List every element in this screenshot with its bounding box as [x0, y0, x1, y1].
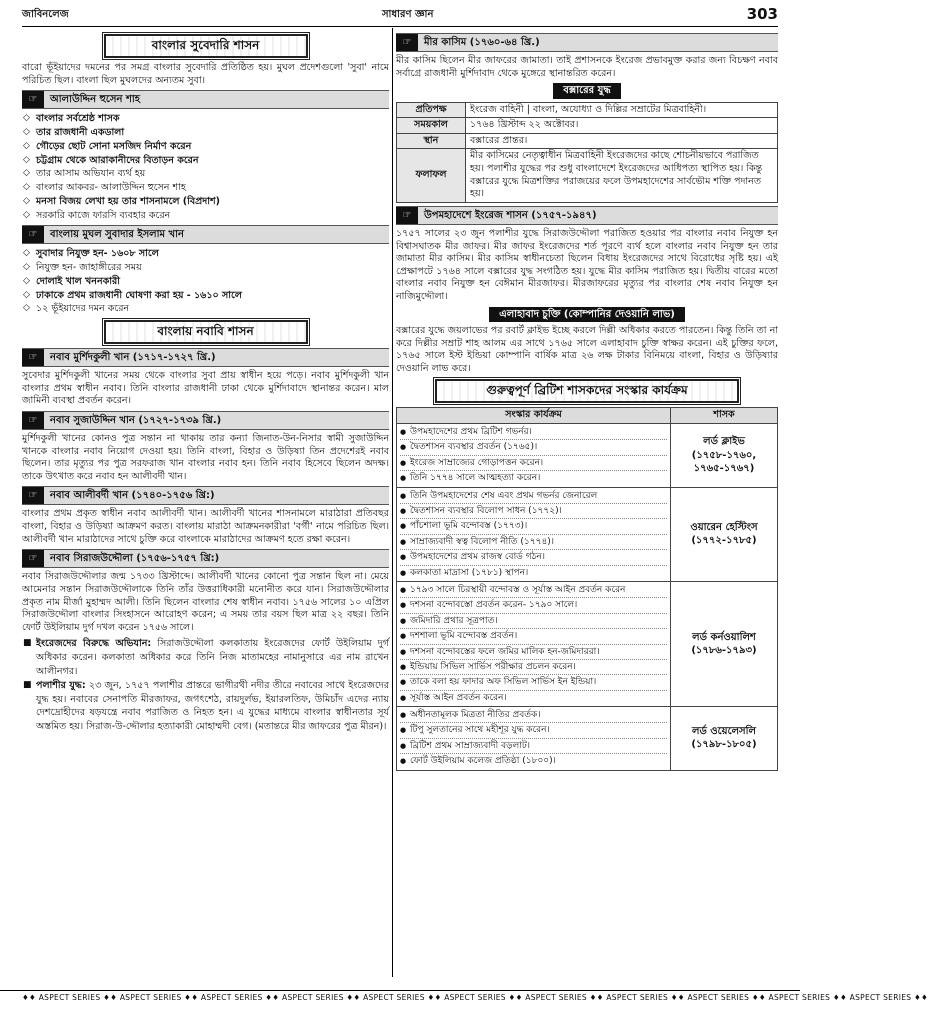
finger-pointing-icon: ☞	[22, 550, 44, 567]
reform-cell	[397, 581, 671, 706]
row-value: বক্সারের প্রান্তর।	[466, 133, 778, 149]
list-item	[22, 679, 389, 734]
section-islam-khan	[22, 225, 389, 244]
buxar-table	[396, 102, 778, 203]
list-item: ● ১৭৯৩ সালে চিরস্থায়ী বন্দোবস্ত ও সূর্যাস্ত আইন প্রবর্তন করেন	[400, 583, 667, 598]
list-item: ◇ সুবাদার নিযুক্ত হন- ১৬০৮ সালে	[22, 247, 389, 261]
list-item: ◇ সরকারি কাজে ফারসি ব্যবহার করেন	[22, 209, 389, 223]
table-row	[397, 707, 778, 771]
row-key: স্থান	[397, 133, 466, 149]
list-item: ◇ গৌড়ের ছোট সোনা মসজিদ নির্মাণ করেন	[22, 140, 389, 154]
list-item: ◇ বাংলার সর্বশ্রেষ্ঠ শাসক	[22, 112, 389, 126]
list-item: ● সূর্যাস্ত আইন প্রবর্তন করেন।	[400, 691, 667, 705]
section-british-rule	[396, 206, 778, 225]
col-header-ruler: শাসক	[671, 408, 778, 424]
finger-pointing-icon: ☞	[22, 412, 44, 429]
list-item: ● ব্রিটিশ প্রথম সাম্রাজ্যবাদী বড়লাট।	[400, 739, 667, 754]
alivardi-text: বাংলার প্রথম প্রকৃত স্বাধীন নবাব আলীবর্দী খান। আলীবর্দী খানের শাসনামলে মারাঠারা প্রতিবছর বাংলা, বিহার ও উড়িষ্যা আক্রমণ করত। বাংলায় মারাঠা আক্রমনকারীরা 'বর্গী' নামে পরিচিত ছিল। আলীবর্দী খান মারাঠাদের সাথে চুক্তি করে বাংলাকে মারাঠাদের আক্রমণ হতে রক্ষা করেন।	[22, 508, 389, 545]
item-key: পলাশীর যুদ্ধ:	[36, 679, 86, 691]
list-item: ● ইন্ডিয়ায় সিভিল সার্ভিস পরীক্ষার প্রচলন করেন।	[400, 660, 667, 675]
list-item: ● তাকে বলা হয় ফাদার অফ সিভিল সার্ভিস ইন ইন্ডিয়া।	[400, 675, 667, 690]
list-item: ◇ ঢাকাকে প্রথম রাজধানী ঘোষণা করা হয় - ১৬১০ সালে	[22, 289, 389, 303]
finger-pointing-icon: ☞	[22, 487, 44, 504]
treaty-title: এলাহাবাদ চুক্তি (কোম্পানির দেওয়ানি লাভ)	[489, 307, 685, 322]
table-row	[397, 487, 778, 581]
list-item: ● দ্বৈতশাসন ব্যবস্থার প্রবর্তন (১৭৬৫)।	[400, 440, 667, 455]
list-item	[22, 637, 389, 678]
item-text: সিরাজউদ্দৌলা কলকাতায় ইংরেজদের ফোর্ট উইলিয়াম দুর্গ অধিকার করেন। কলকাতা অধিকার করে তিনি নিজ মাতামহের নামানুসারে এর নাম রাখেন আলীনগর।	[36, 638, 389, 678]
item-text: ২৩ জুন, ১৭৫৭ পলাশীর প্রান্তরে ভাগীরথী নদীর তীরে নবাবের সাথে ইংরেজদের যুদ্ধ হয়। নবাবের সেনাপতি মীরজাফর, জগৎশেঠ, রায়দুর্লভ, ইয়ারলতিফ, উমিচাঁদ এদের ন্যায় দেশদ্রোহীদের ষড়যন্ত্রে নবাব পরাজিত ও নিহত হন। এ যুদ্ধের মাধ্যমে বাংলার স্বাধীনতার সূর্য অস্তমিত হয়। সিরাজ-উ-দ্দৌলার হত্যাকারী মোহাম্মদী বেগ। (মতান্তরে মীর জাফরের পুত্র মীরন)।	[36, 679, 389, 733]
finger-pointing-icon: ☞	[396, 207, 418, 224]
row-key: সময়কাল	[397, 118, 466, 134]
item-key: ইংরেজদের বিরুদ্ধে অভিযান:	[36, 638, 152, 650]
finger-pointing-icon: ☞	[22, 91, 44, 108]
siraj-list	[22, 637, 389, 733]
row-value: ১৭৬৪ খ্রিস্টাব্দ ২২ অক্টোবর।	[466, 118, 778, 134]
buxar-heading	[396, 83, 778, 98]
ruler-years: (১৭৭২-১৭৮৫)	[691, 535, 757, 547]
section-title: নবাব মুর্শিদকুলী খান (১৭১৭-১৭২৭ খ্রি.)	[50, 351, 216, 363]
banner-reforms: গুরুত্বপূর্ণ ব্রিটিশ শাসকদের সংস্কার কার্যক্রম	[435, 379, 739, 403]
ruler-name: লর্ড ওয়েলেসলি	[692, 726, 756, 738]
list-item: ● ইংরেজ সাম্রাজ্যের গোড়াপত্তন করেন।	[400, 456, 667, 471]
table-row	[397, 133, 778, 149]
section-title: আলাউদ্দিন হুসেন শাহ	[50, 94, 141, 106]
sujauddin-text: মুর্শিদকুলী খানের কোনও পুত্র সন্তান না থাকায় তার কন্যা জিনাত-উন-নিসার স্বামী সুজাউদ্দিন খানকে বাংলার নবাব নিয়োগ দেওয়া হয়। তিনি বাংলা, বিহার ও উড়িষ্যা তিন প্রদেশেরই নবাব ছিলেন। তার মৃত্যুর পর পুত্র সরফরাজ খান বাংলার নবাব হন। তিনি নবাব হিসেবে ছিলেন অদক্ষ। তাকে উৎখাত করে নবাব হন আলীবর্দী খান।	[22, 432, 389, 482]
list-item: ● জমিদারি প্রথার সূত্রপাত।	[400, 614, 667, 629]
list-item: ◇ চট্টগ্রাম থেকে আরাকানীদের বিতাড়ন করেন	[22, 154, 389, 168]
page-header	[22, 4, 778, 27]
list-item: ◇ নিযুক্ত হন- জাহাঙ্গীরের সময়	[22, 261, 389, 275]
row-value: ইংরেজ বাহিনী | বাংলা, অযোধ্যা ও দিল্লির সম্রাটের মিত্রবাহিনী।	[466, 102, 778, 118]
list-item: ◇ মনসা বিজয় লেখা হয় তার শাসনামলে (বিপ্রদাশ)	[22, 195, 389, 209]
section-mir-qasim	[396, 33, 778, 52]
banner-nawabi: বাংলায় নবাবি শাসন	[104, 320, 308, 344]
treaty-text: বক্সারের যুদ্ধে জয়লাভের পর রবার্ট ক্লাইভ ইচ্ছে করলে দিল্লী অধিকার করতে পারতেন। কিন্তু তিনি তা না করে দিল্লীর সম্রাট শাহ আলম এর সাথে ১৭৬৫ সালে এলাহাবাদ চুক্তি স্বাক্ষর করেন। এই চুক্তির ফলে, ১৭৬৫ সালে ইস্ট ইন্ডিয়া কোম্পানি বার্ষিক মাত্র ২৬ লক্ষ টাকার বিনিময়ে বাংলা, বিহার ও উড়িষ্যার দেওয়ানি লাভ করে।	[396, 324, 778, 374]
section-sujauddin	[22, 411, 389, 430]
table-row	[397, 118, 778, 134]
finger-pointing-icon: ☞	[396, 34, 418, 51]
list-item: ● উপমহাদেশের প্রথম ব্রিটিশ গভর্নর।	[400, 425, 667, 440]
list-item: ◇ ১২ ভূঁইয়াদের দমন করেন	[22, 302, 389, 316]
banner-subedari: বাংলার সুবেদারি শাসন	[104, 34, 308, 58]
section-title: নবাব আলীবর্দী খান (১৭৪০-১৭৫৬ খ্রি:)	[50, 490, 215, 502]
british-rule-text: ১৭৫৭ সালের ২৩ জুন পলাশীর যুদ্ধে সিরাজউদ্দৌলা পরাজিত হওয়ার পর বাংলার নবাব নিযুক্ত হন বিশ্বাসঘাতক মীর জাফর। মীর জাফর ইংরেজদের শর্ত পূরণে ব্যর্থ হলে বাংলার নবাব নিযুক্ত হন তার জামাতা মীর কাসিম। মীর কাসিম স্বাধীনচেতা ছিলেন বিধায় ইংরেজদের সাথে বিরোধের সৃষ্টি হয়। এই প্রেক্ষাপটে ১৭৬৪ সালে বক্সারের যুদ্ধ সংগঠিত হয়। যুদ্ধে মীর কাসিম পরাজিত হয়। দ্বিতীয় বারের মতো বাংলার নবাব নিযুক্ত হন বেঈমান মীরজাফর। মীরজাফরের মৃত্যুর পর বাংলার শেষ নবাব নিযুক্ত হন নাজিমুদ্দৌলা।	[396, 227, 778, 303]
row-key: প্রতিপক্ষ	[397, 102, 466, 118]
list-item: ● পাঁচশালা ভূমি বন্দোবস্ত (১৭৭৩)।	[400, 519, 667, 534]
list-item: ● তিনি উপমহাদেশের শেষ এবং প্রথম গভর্নর জেনারেল	[400, 489, 667, 504]
buxar-title: বক্সারের যুদ্ধ	[553, 83, 620, 98]
list-item: ◇ তার আসাম অভিযান ব্যর্থ হয়	[22, 167, 389, 181]
ruler-name: ওয়ারেন হেস্টিংস	[690, 521, 758, 533]
section-title: উপমহাদেশে ইংরেজ শাসন (১৭৫৭-১৯৪৭)	[424, 209, 597, 221]
section-title: নবাব সুজাউদ্দিন খান (১৭২৭-১৭৩৯ খ্রি.)	[50, 414, 222, 426]
header-publisher: জাবিনলেজ	[22, 9, 69, 21]
murshid-quli-text: সুবেদার মুর্শিদকুলী খানের সময় থেকে বাংলার সুবা প্রায় স্বাধীন হয়ে পড়ে। নবাব মুর্শিদকুলী খান বাংলার প্রথম স্বাধীন নবাব। তিনি বাংলার রাজধানী ঢাকা থেকে মুর্শিদাবাদে স্থানান্তর করেন। মাল জামিনী ব্যবস্থা প্রবর্তন করেন।	[22, 370, 389, 407]
mir-qasim-text: মীর কাসিম ছিলেন মীর জাফরের জামাতা। তাই প্রশাসনকে ইংরেজ প্রভাবমুক্ত করার জন্য বিচক্ষণ নবাব সর্বাগ্রে রাজধানী মুর্শিদাবাদ থেকে মুঙ্গেরে স্থানান্তরিত করেন।	[396, 55, 778, 79]
list-item: ● দশসনা বন্দোবস্তের ফলে জমির মালিক হন-জমিদাররা।	[400, 645, 667, 660]
row-value: মীর কাসিমের নেতৃত্বাধীন মিত্রবাহিনী ইংরেজদের কাছে শোচনীয়ভাবে পরাজিত হয়। পলাশীর যুদ্ধের পর শুধু বাংলাদেশে ইংরেজদের আধিপত্য স্থাপিত হয়। কিন্তু বক্সারের যুদ্ধে মিত্রশক্তির পরাজয়ের ফলে উপমহাদেশের সার্বভৌম শক্তি পদানত হয়।	[466, 149, 778, 203]
table-row	[397, 581, 778, 706]
reforms-table	[396, 407, 778, 770]
reform-cell	[397, 707, 671, 771]
list-item: ● অধীনতামূলক মিত্রতা নীতির প্রবর্তক।	[400, 708, 667, 723]
list-item: ● তিনি ১৭৭৪ সালে আত্মহত্যা করেন।	[400, 471, 667, 485]
list-item: ● দ্বৈতশাসন ব্যবস্থার বিলোপ সাধন (১৭৭২)।	[400, 504, 667, 519]
ruler-name: লর্ড কর্নওয়ালিশ	[692, 631, 756, 643]
column-divider	[392, 28, 393, 977]
list-item: ● কলকাতা মাদ্রাসা (১৭৮১) স্থাপন।	[400, 566, 667, 580]
list-item: ● টিপু সুলতানের সাথে মহীশূর যুদ্ধ করেন।	[400, 723, 667, 738]
list-item: ● দশশালা ভূমি বন্দোবস্ত প্রবর্তন।	[400, 629, 667, 644]
section-siraj	[22, 549, 389, 568]
section-title: বাংলায় মুঘল সুবাদার ইসলাম খান	[50, 229, 184, 241]
ruler-years: (১৭৮৬-১৭৯৩)	[691, 645, 757, 657]
finger-pointing-icon: ☞	[22, 349, 44, 366]
section-murshid-quli	[22, 348, 389, 367]
islam-khan-list	[22, 247, 389, 316]
page-number: 303	[746, 5, 778, 24]
ruler-name: লর্ড ক্লাইভ	[703, 436, 745, 448]
list-item: ◇ বাংলার আকবর- আলাউদ্দিন হুসেন শাহ	[22, 181, 389, 195]
list-item: ◇ তার রাজধানী একডালা	[22, 126, 389, 140]
ruler-cell	[671, 581, 778, 706]
table-row	[397, 424, 778, 488]
ruler-cell	[671, 487, 778, 581]
siraj-text: নবাব সিরাজউদ্দৌলার জন্ম ১৭৩৩ খ্রিস্টাব্দে। আলীবর্দী খানের কোনো পুত্র সন্তান ছিল না। মেয়ে আমেনার সন্তান সিরাজউদ্দৌলাকে তিনি তাঁর উত্তরাধিকারী মনোনীত করে যান। সিরাজউদ্দৌলার প্রকৃত নাম মীর্জা মুহাম্মদ আলী। তিনি ছিলেন বাংলার শেষ স্বাধীন নবাব। ১৭৫৬ সালের ১০ এপ্রিল সিরাজউদ্দৌলা বাংলার সিংহাসনে আরোহণ করেন; এ সময় তার বয়স ছিল মাত্র ২২ বছর। তিনি ফোর্ট উইলিয়াম দুর্গ দখল করেন ১৭৫৬ সালে।	[22, 571, 389, 633]
right-column	[396, 30, 778, 975]
ruler-years: (১৭৯৮-১৮০৫)	[691, 739, 757, 751]
alauddin-list	[22, 112, 389, 222]
section-alauddin	[22, 90, 389, 109]
section-title: নবাব সিরাজউদ্দৌলা (১৭৫৬-১৭৫৭ খ্রি:)	[50, 553, 220, 565]
list-item: ● উপমহাদেশের প্রথম রাজস্ব বোর্ড গঠন।	[400, 550, 667, 565]
ruler-cell	[671, 424, 778, 488]
treaty-heading	[396, 307, 778, 322]
list-item: ● দশসনা বন্দোবস্তো প্রবর্তন করেন- ১৭৯০ সালে।	[400, 598, 667, 613]
header-subject: সাধারণ জ্ঞান	[381, 9, 434, 21]
table-row	[397, 149, 778, 203]
intro-paragraph: বারো ভূঁইয়াদের দমনের পর সমগ্র বাংলার সুবেদারি প্রতিষ্ঠিত হয়। মুঘল প্রদেশগুলো 'সুবা' নামে পরিচিত ছিল। বাংলা ছিল মুঘলদের অন্যতম সুবা।	[22, 61, 389, 86]
ruler-years: (১৭৫৮-১৭৬০, ১৭৬৫-১৭৬৭)	[691, 449, 757, 474]
reform-cell	[397, 424, 671, 488]
list-item: ● ফোর্ট উইলিয়াম কলেজ প্রতিষ্ঠা (১৮০০)।	[400, 754, 667, 768]
row-key: ফলাফল	[397, 149, 466, 203]
list-item: ◇ দোলাই খাল খননকারী	[22, 275, 389, 289]
section-alivardi	[22, 486, 389, 505]
section-title: মীর কাসিম (১৭৬০-৬৪ খ্রি.)	[424, 36, 540, 48]
ruler-cell	[671, 707, 778, 771]
page-footer: ♦♦ ASPECT SERIES ♦♦ ASPECT SERIES ♦♦ ASPECT SERIES ♦♦ ASPECT SERIES ♦♦ ASPECT SERIES ♦♦ ASPECT SERIES ♦♦ ASPECT SERIES ♦♦ ASPECT SERIES ♦♦ ASPECT SERIES ♦♦ ASPECT SERIES ♦♦ ASPECT SERIES ♦♦	[0, 990, 800, 1005]
list-item: ● সাম্রাজ্যবাদী স্বত্ব বিলোপ নীতি (১৭৭৪)।	[400, 535, 667, 550]
left-column	[22, 30, 389, 975]
reform-cell	[397, 487, 671, 581]
finger-pointing-icon: ☞	[22, 226, 44, 243]
col-header-reforms: সংস্কার কার্যক্রম	[397, 408, 671, 424]
table-row	[397, 102, 778, 118]
